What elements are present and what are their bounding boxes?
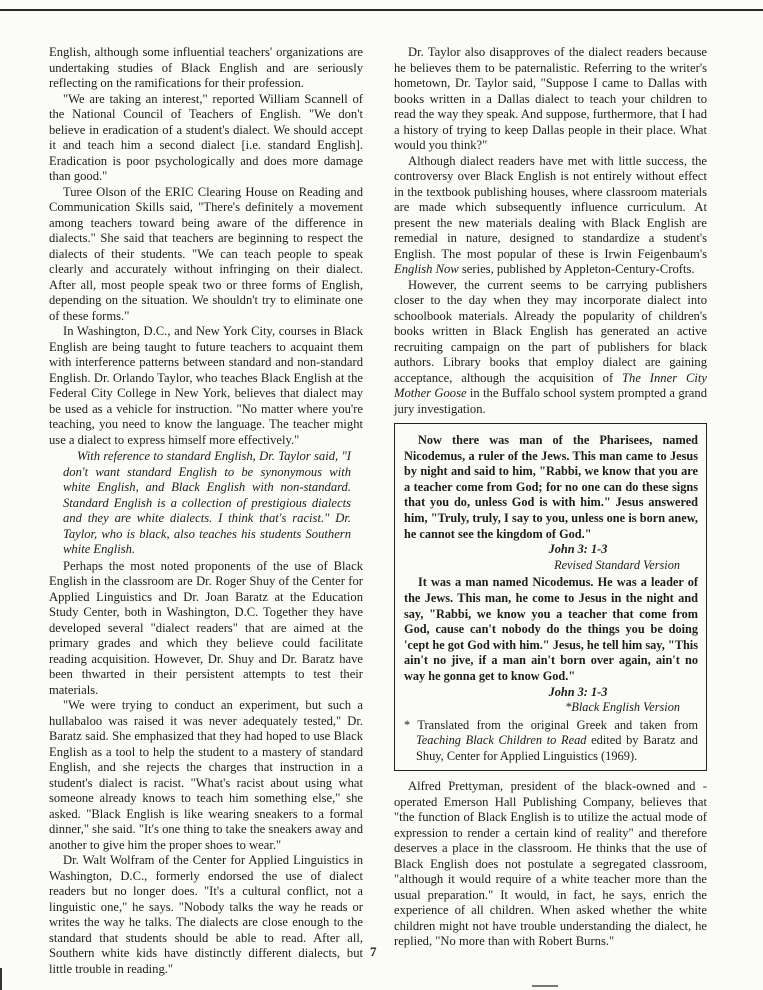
paragraph: "We were trying to conduct an experiment, but such a hullabaloo was raised it was never adequately tested," Dr. Baratz said. She emphasized that they had hoped to use Black English as a tool to help the student to a mastery of standard English, and she rejects the charges that instruction in a student's dialect is racist. "What's racist about using what someone already knows to teach him something else," she asked. "Black English is like wearing sneakers to a formal dinner," she said. "It's one thing to take the sneakers away and another to give him the proper shoes to wear." bbox=[49, 698, 363, 852]
translation-note bbox=[404, 718, 698, 765]
scan-smudge bbox=[532, 985, 558, 987]
paragraph: English, although some influential teachers' organizations are undertaking studies of Black English and are seriously reflecting on the ramifications for their profession. bbox=[49, 45, 363, 90]
paragraph: Alfred Prettyman, president of the black-owned and -operated Emerson Hall Publishing Company, believes that "the function of Black English is to utilize the actual mode of expression to render a certain kind of reality" and therefore deserves a place in the classroom. He thinks that the use of Black English does not postulate a segregated classroom, "although it would require of a white teacher more than the usual preparation." It would, in fact, he says, enrich the experience of all children. When asked whether the white children might not have trouble understanding the dialect, he replied, "No more than with Robert Burns." bbox=[394, 779, 707, 949]
paragraph bbox=[394, 154, 707, 278]
italic-paragraph: With reference to standard English, Dr. Taylor said, "I don't want standard English to be synonymous with white English, and Black English with non-standard. Standard English is a collection of prestigious dialects and they are white dialects. I think that's racist." Dr. Taylor, who is black, also teaches his students Southern white English. bbox=[63, 449, 351, 556]
standard-version-text: Now there was man of the Pharisees, named Nicodemus, a ruler of the Jews. This man came to Jesus by night and said to him, "Rabbi, we know that you are a teacher come from God; for no one can do these signs that you do, unless God is with him." Jesus answered him, "Truly, truly, I say to you, unless one is born anew, he cannot see the kingdom of God." bbox=[404, 433, 698, 541]
black-english-version-label: *Black English Version bbox=[565, 700, 680, 715]
paragraph-text: Although dialect readers have met with little success, the controversy over Black English is not entirely without effect in the textbook publishing houses, where classroom materials are made which subsequently influence curriculum. At present the new materials dealing with Black English are remedial in nature, designed to standardize a student's English. The most popular of these is Irwin Feigenbaum's bbox=[394, 153, 707, 261]
paragraph: Dr. Walt Wolfram of the Center for Applied Linguistics in Washington, D.C., formerly endorsed the use of dialect readers but no longer does. "It's a cultural conflict, not a linguistic one," he says. "Nobody talks the way he reads or writes the way he talks. The dialects are close enough to the standard that students should be able to read. After all, Southern white kids have distinctly different dialects, but little trouble in reading." bbox=[49, 853, 363, 976]
black-english-text: It was a man named Nicodemus. He was a leader of the Jews. This man, he come to Jesus in the night and say, "Rabbi, we know you a teacher that come from God, cause can't nobody do the things you be doing 'cept he got God with him." Jesus, he tell him say, "This ain't no jive, if a man ain't born over again, ain't no way he gonna get to know God." bbox=[404, 575, 698, 683]
paragraph: Dr. Taylor also disapproves of the dialect readers because he believes them to be paternalistic. Referring to the writer's hometown, Dr. Taylor said, "Suppose I came to Dallas with books written in a Dallas dialect to teach your children to read the way they speak. And suppose, furthermore, that I had a history of trying to keep Dallas people in their place. What would you think?" bbox=[394, 45, 707, 152]
black-english-citation: John 3: 1-3 bbox=[548, 684, 608, 699]
paragraph-text: in the Buffalo school system prompted a grand jury investigation. bbox=[394, 386, 707, 416]
note-book-title: Teaching Black Children to Read bbox=[416, 733, 587, 748]
note-text: * Translated from the original Greek and taken from bbox=[404, 717, 698, 732]
note-text: edited by Baratz and Shuy, Center for Applied Linguistics (1969). bbox=[416, 733, 698, 763]
standard-citation: John 3: 1-3 bbox=[548, 542, 608, 557]
left-column bbox=[49, 45, 363, 977]
scripture-comparison-box bbox=[394, 423, 707, 771]
paragraph-text: However, the current seems to be carrying publishers closer to the day when they may incorporate dialect into schoolbook materials. Already the popularity of children's books written in Black English has generated an active recruiting campaign on the part of publishers for black authors. Library books that employ dialect are gaining acceptance, although the acquisition of bbox=[394, 277, 707, 385]
top-rule bbox=[0, 9, 763, 11]
page-number: 7 bbox=[370, 944, 377, 959]
paragraph: Perhaps the most noted proponents of the use of Black English in the classroom are Dr. Roger Shuy of the Center for Applied Linguistics and Dr. Joan Baratz at the Education Study Center, both in Washington, D.C. Together they have developed several "dialect readers" that are aimed at the primary grades and which they believe could facilitate reading acquisition. However, Dr. Shuy and Dr. Baratz have been thwarted in their persistent attempts to test their materials. bbox=[49, 558, 363, 697]
standard-version-label: Revised Standard Version bbox=[554, 557, 680, 572]
book-title: The Inner City Mother Goose bbox=[394, 370, 707, 400]
margin-mark bbox=[0, 968, 2, 990]
paragraph-text: series, published by Appleton-Century-Crofts. bbox=[461, 262, 695, 276]
right-column bbox=[394, 45, 707, 950]
paragraph: "We are taking an interest," reported William Scannell of the National Council of Teachers of English. "We don't believe in eradication of a student's dialect. We should accept it and teach him a second dialect [i.e. standard English]. Eradication is poor psychologically and does more damage than good." bbox=[49, 91, 363, 183]
book-title: English Now bbox=[394, 262, 459, 276]
paragraph bbox=[394, 278, 707, 418]
paragraph: In Washington, D.C., and New York City, courses in Black English are being taught to future teachers to acquaint them with interference patterns between standard and non-standard English. Dr. Orlando Taylor, who teaches Black English at the Federal City College in New York, believes that dialect may be used as a vehicle for instruction. "No matter where you're teaching, you need to know the language. The teacher might use a dialect to express himself more effectively." bbox=[49, 324, 363, 447]
paragraph: Turee Olson of the ERIC Clearing House on Reading and Communication Skills said, "There's definitely a movement among teachers toward being aware of the difference in dialects." She said that teachers are beginning to respect the dialects of their students. "We can teach people to speak clearly and accurately without infringing on their dialect. After all, most people speak two or three forms of English, depending on the situation. We shouldn't try to eliminate one of these forms." bbox=[49, 184, 363, 323]
